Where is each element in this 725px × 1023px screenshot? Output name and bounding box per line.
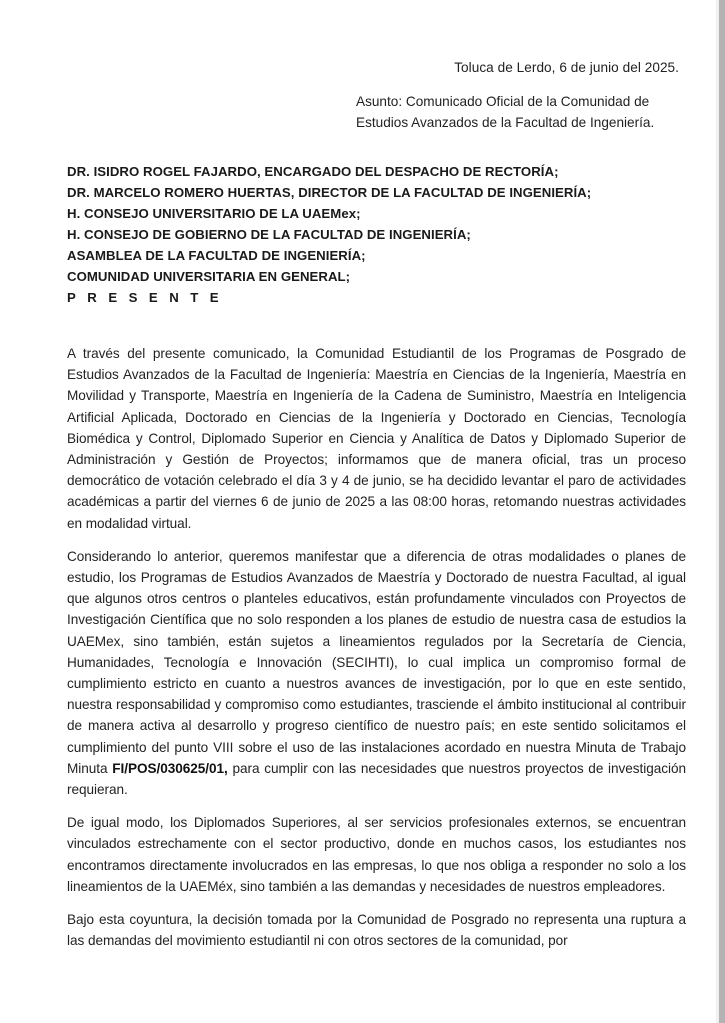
recipient-line: H. CONSEJO DE GOBIERNO DE LA FACULTAD DE INGENIERÍA;	[67, 227, 471, 242]
page-edge-strip	[719, 0, 725, 1023]
recipient-line: DR. ISIDRO ROGEL FAJARDO, ENCARGADO DEL DESPACHO DE RECTORÍA;	[67, 164, 559, 179]
paragraph-announcement: A través del presente comunicado, la Comunidad Estudiantil de los Programas de Posgrado de Estudios Avanzados de la Facultad de Ingeniería: Maestría en Ciencias de la Ingeniería, Maestría en Movilidad y Transporte, Maestría en Ingeniería de la Cadena de Suministro, Maestría en Inteligencia Artificial Aplicada, Doctorado en Ciencias de la Ingeniería y Doctorado en Ciencias, Tecnología Biomédica y Control, Diplomado Superior en Ciencia y Analítica de Datos y Diplomado Superior de Administración y Gestión de Proyectos; informamos que de manera oficial, tras un proceso democrático de votación celebrado el día 3 y 4 de junio, se ha decidido levantar el paro de actividades académicas a partir del viernes 6 de junio de 2025 a las 08:00 horas, retomando nuestras actividades en modalidad virtual.	[67, 346, 686, 531]
recipient-line: H. CONSEJO UNIVERSITARIO DE LA UAEMex;	[67, 206, 361, 221]
paragraph-text: Considerando lo anterior, queremos manifestar que a diferencia de otras modalidades o planes de estudio, los Programas de Estudios Avanzados de Maestría y Doctorado de nuestra Facultad, al igual que algunos otros centros o planteles educativos, están profundamente vinculados con Proyectos de Investigación Científica que no solo responden a los planes de estudio de nuestra casa de estudios la UAEMex, sino también, están sujetos a lineamientos regulados por la Secretaría de Ciencia, Humanidades, Tecnología e Innovación (SECIHTI), lo cual implica un compromiso formal de cumplimiento estricto en cuanto a nuestros avances de investigación, por lo que en este sentido, nuestra responsabilidad y compromiso como estudiantes, trasciende el ámbito institucional al contribuir de manera activa al desarrollo y progreso científico de nuestro país; en este sentido solicitamos el cumplimiento del punto VIII sobre el uso de las instalaciones acordado en nuestra Minuta de Trabajo Minuta	[67, 548, 686, 776]
recipient-line: ASAMBLEA DE LA FACULTAD DE INGENIERÍA;	[67, 248, 366, 263]
paragraph-text: para cumplir con las necesidades que nuestros proyectos de investigación requieran.	[67, 760, 686, 798]
recipient-line: DR. MARCELO ROMERO HUERTAS, DIRECTOR DE LA FACULTAD DE INGENIERÍA;	[67, 185, 592, 200]
place-and-date: Toluca de Lerdo, 6 de junio del 2025.	[454, 60, 679, 75]
letter-header	[356, 58, 679, 133]
subject-line: Asunto: Comunicado Oficial de la Comunidad de Estudios Avanzados de la Facultad de Ingeniería.	[356, 94, 655, 130]
letter-body	[67, 343, 686, 963]
paragraph-conclusion: Bajo esta coyuntura, la decisión tomada por la Comunidad de Posgrado no representa una ruptura a las demandas del movimiento estudiantil ni con otros sectores de la comunidad, por	[67, 912, 686, 949]
recipients-block	[67, 161, 591, 308]
paragraph-diplomas: De igual modo, los Diplomados Superiores, al ser servicios profesionales externos, se encuentran vinculados estrechamente con el sector productivo, donde en muchos casos, los estudiantes nos encontramos directamente involucrados en las empresas, lo que nos obliga a responder no solo a los lineamientos de la UAEMéx, sino también a las demandas y necesidades de nuestros empleadores.	[67, 815, 686, 894]
paragraph-research-commitment	[67, 546, 686, 800]
minute-reference: FI/POS/030625/01,	[112, 760, 228, 776]
recipient-line: COMUNIDAD UNIVERSITARIA EN GENERAL;	[67, 269, 351, 284]
presente-salutation: PRESENTE	[67, 290, 231, 305]
